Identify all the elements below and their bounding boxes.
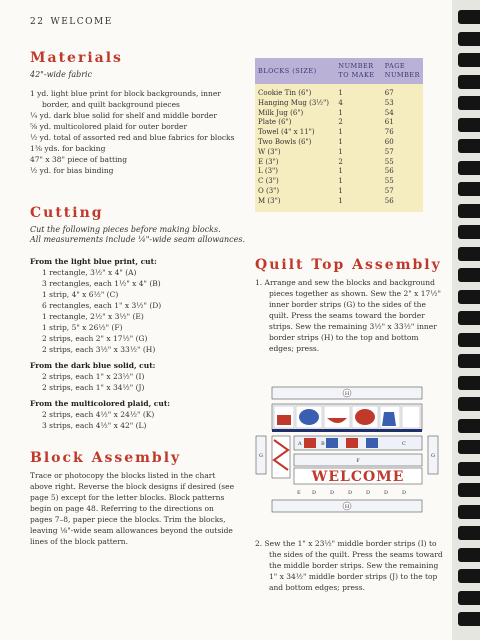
- binding-coil: [458, 268, 480, 282]
- binding-coil: [458, 526, 480, 540]
- step-text: Sew the 1" x 23½" middle border strips (I) to the sides of the quilt. Press the seams toward the middle border strips. Sew the remaining 1" x 34½" middle border strips (J) to the top and bottom edges; press.: [264, 539, 443, 592]
- quilt-assembly-diagram: [252, 382, 442, 522]
- binding-coil: [458, 462, 480, 476]
- table-row: [255, 99, 423, 109]
- bowls-block: [324, 406, 350, 428]
- binding-coil: [458, 354, 480, 368]
- block-name-cell: Cookie Tin (6"): [255, 84, 335, 99]
- page-cell: 61: [382, 118, 423, 128]
- label-a: A: [298, 441, 302, 447]
- cutting-note: [30, 225, 245, 245]
- cut-line: 2 strips, each 3½" x 33½" (H): [42, 345, 156, 354]
- cutting-note-line: Cut the following pieces before making blocks.: [30, 225, 221, 234]
- table-row: [255, 128, 423, 138]
- cutting-note-line: All measurements include ¼"-wide seam allowances.: [30, 235, 245, 244]
- welcome-word: WELCOME: [311, 469, 405, 485]
- page-cell: 67: [382, 84, 423, 99]
- step-text: Arrange and sew the blocks and background pieces together as shown. Sew the 2" x 17½" inner border strips (G) to the sides of the quilt. Press the seams toward the border strips. Sew the remaining 3½" x 33½" inner border strips (H) to the top and bottom edges; press.: [264, 278, 441, 353]
- page-cell: 54: [382, 109, 423, 119]
- block-name-cell: L (3"): [255, 167, 335, 177]
- binding-coil: [458, 419, 480, 433]
- table-row: [255, 167, 423, 177]
- cut-group-title: From the multicolored plaid, cut:: [30, 399, 171, 408]
- table-header-row: [255, 58, 423, 84]
- block-name-cell: Hanging Mug (3½"): [255, 99, 335, 109]
- milk-jug-shape: [382, 412, 396, 426]
- block-name-cell: O (3"): [255, 187, 335, 197]
- binding-coil: [458, 96, 480, 110]
- list-item: ⅝ yd. multicolored plaid for outer border: [30, 122, 188, 131]
- page-cell: 56: [382, 197, 423, 212]
- binding-coil: [458, 612, 480, 626]
- table-row: [255, 84, 423, 99]
- cut-line: 1 strip, 4" x 6½" (C): [42, 290, 119, 299]
- label-g-left: G: [259, 453, 263, 459]
- binding-coil: [458, 247, 480, 261]
- mug-block: [346, 438, 358, 448]
- table-row: [255, 197, 423, 212]
- number-cell: 1: [335, 167, 381, 177]
- cut-line: 2 strips, each 4½" x 24½" (K): [42, 410, 155, 419]
- number-cell: 1: [335, 84, 381, 99]
- block-name-cell: Two Bowls (6"): [255, 138, 335, 148]
- block-name-cell: E (3"): [255, 158, 335, 168]
- binding-coil: [458, 32, 480, 46]
- cut-line: 3 strips, each 4½" x 42" (L): [42, 421, 147, 430]
- cut-line: 2 strips, each 1" x 23½" (I): [42, 372, 145, 381]
- blocks-table: [255, 58, 423, 212]
- cut-line: 3 rectangles, each 1½" x 4" (B): [42, 279, 161, 288]
- table-row: [255, 187, 423, 197]
- mug-block: [304, 438, 316, 448]
- materials-subtitle: 42"-wide fabric: [30, 70, 93, 79]
- number-cell: 2: [335, 158, 381, 168]
- page-cell: 56: [382, 167, 423, 177]
- cut-line: 1 strip, 5" x 26½" (F): [42, 323, 123, 332]
- label-d: D: [312, 490, 317, 496]
- block-name-cell: C (3"): [255, 177, 335, 187]
- label-d: D: [366, 490, 371, 496]
- block-name-cell: W (3"): [255, 148, 335, 158]
- number-cell: 1: [335, 148, 381, 158]
- page-cell: 60: [382, 138, 423, 148]
- block-assembly-text: Trace or photocopy the blocks listed in the chart above right. Reverse the block designs if desired (see page 5) except for the letter blocks. Block patterns begin on page 48. Referring to the directions on pages 7–8, paper piece the blocks. Trim the blocks, leaving ⅛"-wide seam allowances beyond the outside lines of the block pattern.: [30, 471, 235, 546]
- cut-group-title: From the dark blue solid, cut:: [30, 361, 156, 370]
- block-name-cell: Plate (6"): [255, 118, 335, 128]
- step-1: [255, 277, 445, 354]
- binding-coil: [458, 225, 480, 239]
- label-d: D: [330, 490, 335, 496]
- label-c: C: [402, 441, 406, 447]
- binding-coil: [458, 311, 480, 325]
- page-cell: 55: [382, 158, 423, 168]
- running-head: WELCOME: [50, 17, 113, 27]
- page-cell: 57: [382, 187, 423, 197]
- label-e: E: [297, 490, 301, 496]
- plate-shape: [299, 409, 319, 425]
- list-item: 1⅜ yds. for backing: [30, 144, 106, 153]
- cut-group-title: From the light blue print, cut:: [30, 257, 157, 266]
- materials-list: [30, 88, 240, 176]
- label-d: D: [348, 490, 353, 496]
- binding-coil: [458, 75, 480, 89]
- page-cell: 55: [382, 177, 423, 187]
- table-row: [255, 138, 423, 148]
- binding-coil: [458, 290, 480, 304]
- materials-heading: Materials: [30, 50, 123, 66]
- binding-coil: [458, 204, 480, 218]
- number-cell: 1: [335, 109, 381, 119]
- binding-coil: [458, 376, 480, 390]
- binding-coil: [458, 182, 480, 196]
- cut-line: 1 rectangle, 2½" x 3½" (E): [42, 312, 144, 321]
- list-item: ½ yd. for bias binding: [30, 166, 114, 175]
- binding-coil: [458, 397, 480, 411]
- block-name-cell: Milk Jug (6"): [255, 109, 335, 119]
- number-cell: 4: [335, 99, 381, 109]
- label-d: D: [384, 490, 389, 496]
- cut-line: 2 strips, each 2" x 17½" (G): [42, 334, 148, 343]
- step-number: 1.: [255, 278, 263, 287]
- number-cell: 1: [335, 138, 381, 148]
- label-b: B: [321, 441, 325, 447]
- table-row: [255, 177, 423, 187]
- cookie-tin-shape: [277, 415, 291, 425]
- number-cell: 1: [335, 128, 381, 138]
- label-h-bottom: H: [344, 504, 350, 510]
- page-header: [30, 17, 113, 27]
- table-row: [255, 118, 423, 128]
- label-d: D: [402, 490, 407, 496]
- col-header-blocks: BLOCKS (SIZE): [255, 58, 335, 84]
- cut-line: 6 rectangles, each 1" x 3½" (D): [42, 301, 162, 310]
- page-cell: 53: [382, 99, 423, 109]
- label-g-right: G: [431, 453, 435, 459]
- binding-coil: [458, 118, 480, 132]
- label-h-top: H: [344, 391, 350, 397]
- number-cell: 2: [335, 118, 381, 128]
- block-name-cell: M (3"): [255, 197, 335, 212]
- quilt-top-heading: Quilt Top Assembly: [255, 257, 442, 273]
- number-cell: 1: [335, 177, 381, 187]
- step-2: [255, 538, 445, 593]
- list-item: ½ yd. total of assorted red and blue fabrics for blocks: [30, 133, 235, 142]
- label-f: F: [356, 458, 360, 464]
- cut-line: 1 rectangle, 3½" x 4" (A): [42, 268, 137, 277]
- table-row: [255, 109, 423, 119]
- binding-coil: [458, 548, 480, 562]
- step-number: 2.: [255, 539, 263, 548]
- number-cell: 1: [335, 187, 381, 197]
- mug-block: [366, 438, 378, 448]
- plate-shape-2: [355, 409, 375, 425]
- col-header-page: PAGE NUMBER: [382, 58, 423, 84]
- table-row: [255, 148, 423, 158]
- number-cell: 1: [335, 197, 381, 212]
- block-name-cell: Towel (4" x 11"): [255, 128, 335, 138]
- binding-coil: [458, 569, 480, 583]
- binding-coil: [458, 591, 480, 605]
- cutting-list: [30, 256, 240, 431]
- col-header-number: NUMBER TO MAKE: [335, 58, 381, 84]
- binding-coil: [458, 333, 480, 347]
- cut-line: 2 strips, each 1" x 34½" (J): [42, 383, 145, 392]
- shelf: [272, 429, 422, 432]
- binding-coil: [458, 53, 480, 67]
- binding-coil: [458, 483, 480, 497]
- binding-coil: [458, 139, 480, 153]
- list-item: 47" x 38" piece of batting: [30, 155, 128, 164]
- binding-coil: [458, 440, 480, 454]
- towel-block: [272, 436, 290, 478]
- mug-block: [326, 438, 338, 448]
- list-item: 1 yd. light blue print for block backgrounds, inner border, and quilt background pieces: [30, 89, 221, 109]
- block-filler: [402, 406, 420, 428]
- block-assembly-heading: Block Assembly: [30, 450, 182, 466]
- binding-coil: [458, 505, 480, 519]
- cutting-heading: Cutting: [30, 205, 104, 221]
- page-cell: 57: [382, 148, 423, 158]
- page-number: 22: [30, 17, 45, 27]
- list-item: ¼ yd. dark blue solid for shelf and middle border: [30, 111, 217, 120]
- binding-coil: [458, 161, 480, 175]
- binding-coil: [458, 10, 480, 24]
- page-cell: 76: [382, 128, 423, 138]
- table-row: [255, 158, 423, 168]
